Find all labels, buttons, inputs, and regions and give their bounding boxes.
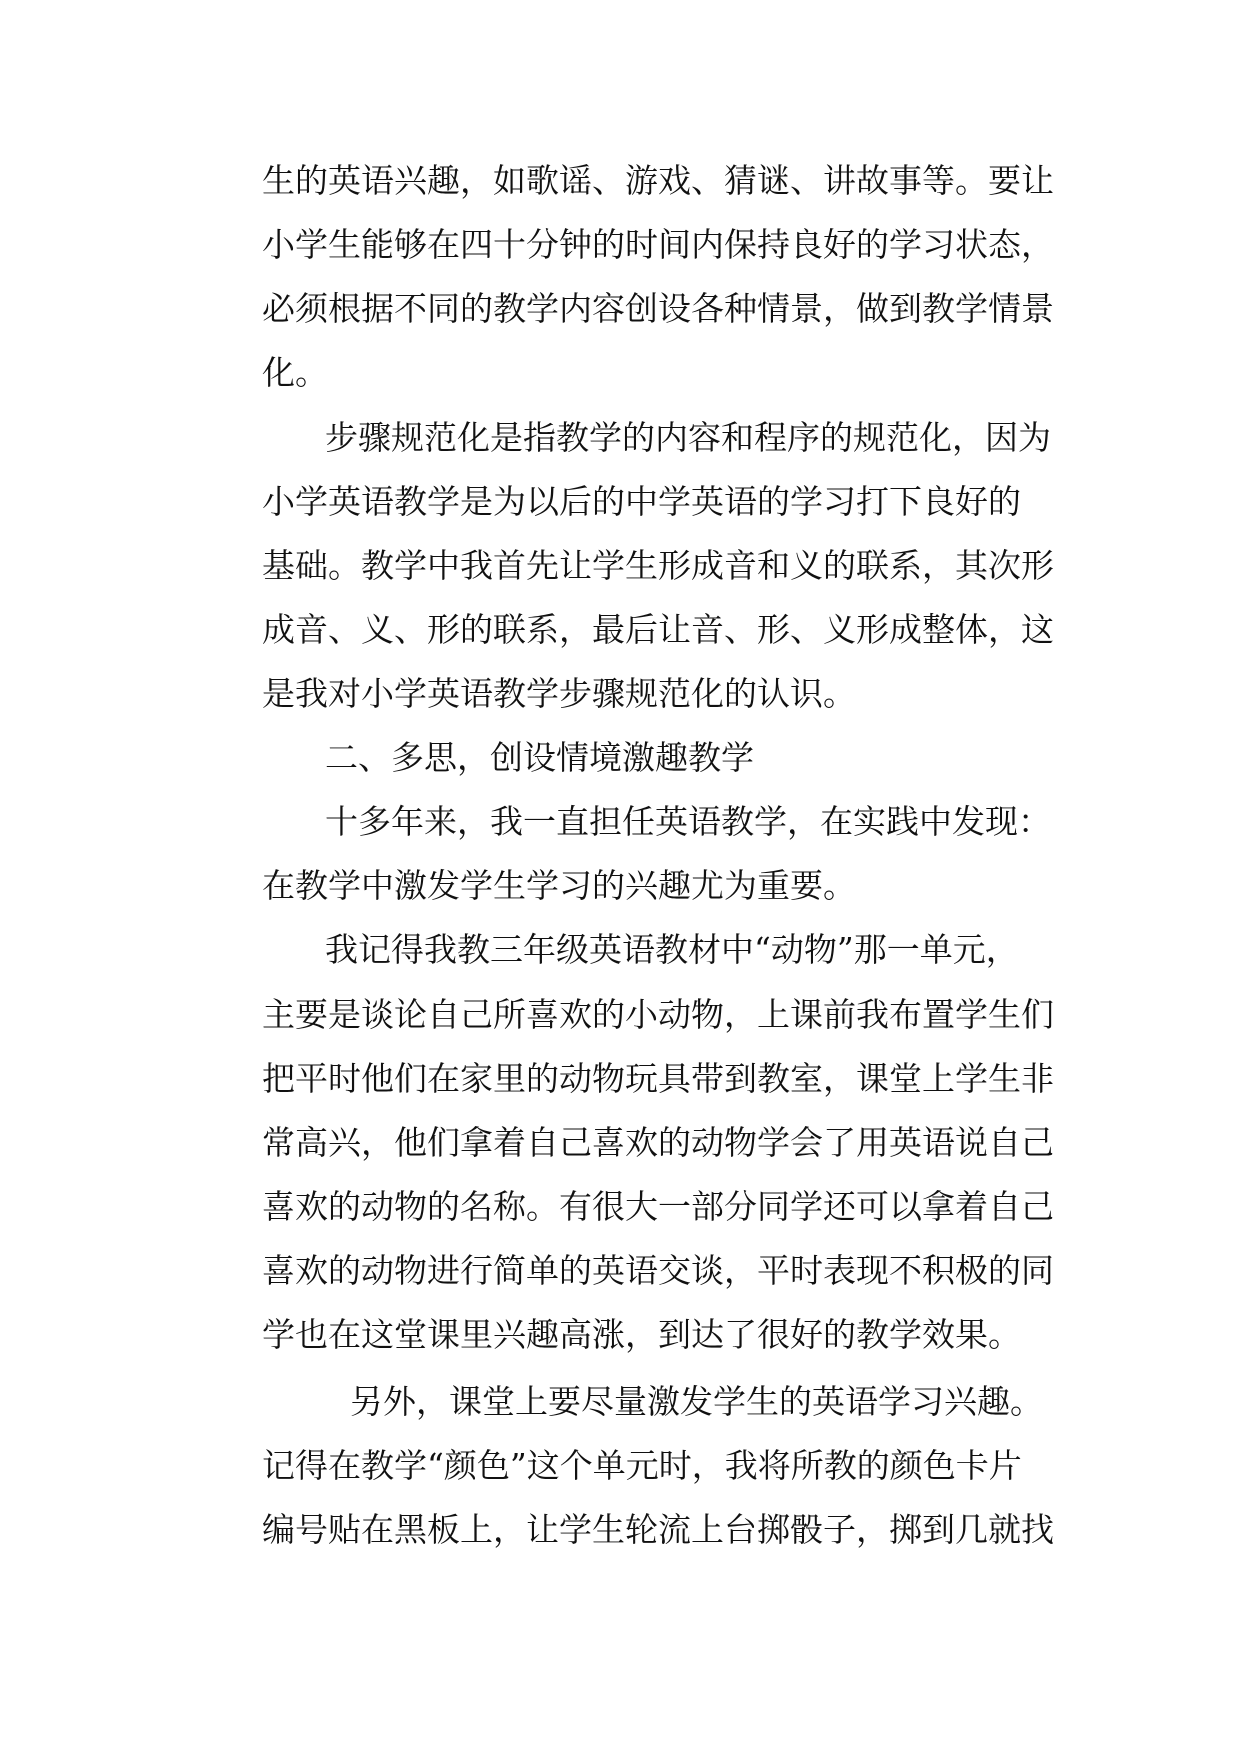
text-line: 我记得我教三年级英语教材中“动物”那一单元，: [325, 930, 1019, 969]
text-line: 常高兴，他们拿着自己喜欢的动物学会了用英语说自己: [262, 1123, 1054, 1162]
text-line: 喜欢的动物的名称。有很大一部分同学还可以拿着自己: [262, 1187, 1054, 1226]
text-line: 记得在教学“颜色”这个单元时，我将所教的颜色卡片: [262, 1446, 1022, 1485]
text-line: 主要是谈论自己所喜欢的小动物，上课前我布置学生们: [262, 995, 1054, 1034]
text-line: 必须根据不同的教学内容创设各种情景，做到教学情景: [262, 289, 1054, 328]
text-line: 把平时他们在家里的动物玩具带到教室，课堂上学生非: [262, 1059, 1054, 1098]
text-line: 在教学中激发学生学习的兴趣尤为重要。: [262, 866, 856, 905]
section-heading: 二、多思，创设情境激趣教学: [325, 738, 754, 777]
text-line: 十多年来，我一直担任英语教学，在实践中发现：: [325, 802, 1051, 841]
text-line: 小学英语教学是为以后的中学英语的学习打下良好的: [262, 482, 1021, 521]
text-line: 学也在这堂课里兴趣高涨，到达了很好的教学效果。: [262, 1315, 1021, 1354]
text-line: 步骤规范化是指教学的内容和程序的规范化，因为: [325, 418, 1051, 457]
text-line: 成音、义、形的联系，最后让音、形、义形成整体，这: [262, 610, 1054, 649]
text-line: 是我对小学英语教学步骤规范化的认识。: [262, 674, 856, 713]
text-line: 化。: [262, 353, 328, 392]
text-line: 编号贴在黑板上，让学生轮流上台掷骰子，掷到几就找: [262, 1510, 1054, 1549]
text-line: 小学生能够在四十分钟的时间内保持良好的学习状态，: [262, 225, 1054, 264]
text-line: 基础。教学中我首先让学生形成音和义的联系，其次形: [262, 546, 1054, 585]
text-line: 另外，课堂上要尽量激发学生的英语学习兴趣。: [350, 1382, 1043, 1421]
text-line: 喜欢的动物进行简单的英语交谈，平时表现不积极的同: [262, 1251, 1054, 1290]
text-line: 生的英语兴趣，如歌谣、游戏、猜谜、讲故事等。要让: [262, 161, 1054, 200]
